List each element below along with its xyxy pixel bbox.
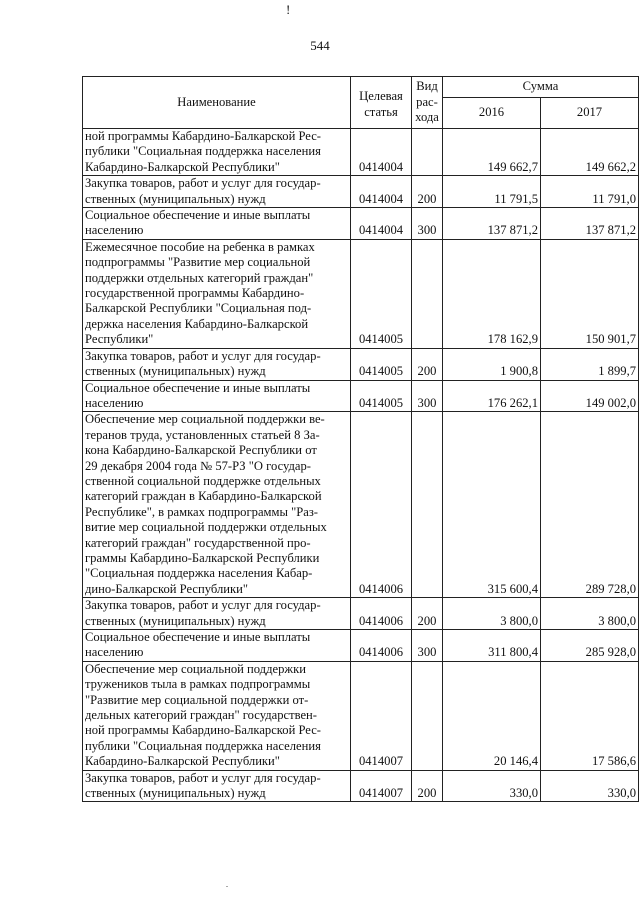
page-number: 544 (310, 38, 330, 53)
cell-2016: 11 791,5 (443, 176, 541, 208)
cell-code: 0414006 (351, 412, 412, 598)
cell-type: 300 (412, 208, 443, 240)
cell-code: 0414005 (351, 380, 412, 412)
table-header (83, 77, 639, 129)
cell-2017: 150 901,7 (541, 239, 639, 348)
header-type: Вид рас-хода (412, 77, 443, 129)
cell-name: Обеспечение мер социальной поддержки ве- теранов труда, установленных статьей 8 За- кона Кабардино-Балкарской Республики от 29 декабря 2004 года № 57-РЗ "О государ- ственной социальной поддержке отдельных категорий граждан в Кабардино-Балкарской Республике", в рамках подпрограммы "Раз- витие мер социальной поддержки отдельных категорий граждан" государственной про- граммы Кабардино-Балкарской Республики "Социальная поддержка населения Кабар- дино-Балкарской Республики" (83, 412, 351, 598)
table-row (83, 380, 639, 412)
cell-type: 200 (412, 348, 443, 380)
cell-type (412, 239, 443, 348)
table-row (83, 129, 639, 176)
cell-type (412, 412, 443, 598)
cell-2017: 11 791,0 (541, 176, 639, 208)
cell-code: 0414004 (351, 176, 412, 208)
cell-code: 0414006 (351, 630, 412, 662)
cell-type (412, 661, 443, 770)
cell-2017: 149 002,0 (541, 380, 639, 412)
table-row (83, 176, 639, 208)
cell-2016: 149 662,7 (443, 129, 541, 176)
table-row (83, 598, 639, 630)
table-row (83, 208, 639, 240)
header-sum: Сумма (443, 77, 639, 98)
cell-2016: 137 871,2 (443, 208, 541, 240)
cell-name: Социальное обеспечение и иные выплаты населению (83, 208, 351, 240)
cell-type: 200 (412, 598, 443, 630)
cell-code: 0414006 (351, 598, 412, 630)
table-row (83, 630, 639, 662)
cell-code: 0414004 (351, 208, 412, 240)
cell-type: 200 (412, 176, 443, 208)
cell-2017: 137 871,2 (541, 208, 639, 240)
header-name: Наименование (83, 77, 351, 129)
cell-code: 0414007 (351, 661, 412, 770)
cell-name: Социальное обеспечение и иные выплаты населению (83, 380, 351, 412)
table-row (83, 770, 639, 802)
cell-2016: 176 262,1 (443, 380, 541, 412)
cell-2016: 315 600,4 (443, 412, 541, 598)
bottom-dot: . (226, 880, 228, 889)
table-row (83, 348, 639, 380)
table-row (83, 661, 639, 770)
cell-code: 0414004 (351, 129, 412, 176)
cell-2017: 330,0 (541, 770, 639, 802)
cell-type: 200 (412, 770, 443, 802)
cell-name: Социальное обеспечение и иные выплаты населению (83, 630, 351, 662)
page-mark: ! (286, 2, 291, 17)
cell-2017: 17 586,6 (541, 661, 639, 770)
cell-type (412, 129, 443, 176)
header-year-2016: 2016 (443, 98, 541, 129)
cell-2016: 330,0 (443, 770, 541, 802)
cell-2016: 20 146,4 (443, 661, 541, 770)
cell-code: 0414007 (351, 770, 412, 802)
cell-name: ной программы Кабардино-Балкарской Рес- публики "Социальная поддержка населения Кабардино-Балкарской Республики" (83, 129, 351, 176)
cell-2016: 311 800,4 (443, 630, 541, 662)
cell-2017: 3 800,0 (541, 598, 639, 630)
cell-type: 300 (412, 380, 443, 412)
cell-2017: 1 899,7 (541, 348, 639, 380)
cell-name: Закупка товаров, работ и услуг для государ- ственных (муниципальных) нужд (83, 770, 351, 802)
table-body (83, 129, 639, 802)
budget-table (82, 76, 639, 802)
cell-2016: 1 900,8 (443, 348, 541, 380)
header-code: Целевая статья (351, 77, 412, 129)
cell-2017: 289 728,0 (541, 412, 639, 598)
cell-code: 0414005 (351, 348, 412, 380)
cell-name: Закупка товаров, работ и услуг для государ- ственных (муниципальных) нужд (83, 348, 351, 380)
cell-name: Закупка товаров, работ и услуг для государ- ственных (муниципальных) нужд (83, 598, 351, 630)
header-year-2017: 2017 (541, 98, 639, 129)
cell-code: 0414005 (351, 239, 412, 348)
cell-2017: 149 662,2 (541, 129, 639, 176)
table-row (83, 412, 639, 598)
cell-type: 300 (412, 630, 443, 662)
cell-2016: 3 800,0 (443, 598, 541, 630)
cell-name: Обеспечение мер социальной поддержки тружеников тыла в рамках подпрограммы "Развитие мер социальной поддержки от- дельных категорий граждан" государствен- ной программы Кабардино-Балкарской Рес- публики "Социальная поддержка населения Кабардино-Балкарской Республики" (83, 661, 351, 770)
cell-name: Закупка товаров, работ и услуг для государ- ственных (муниципальных) нужд (83, 176, 351, 208)
cell-2017: 285 928,0 (541, 630, 639, 662)
table-row (83, 239, 639, 348)
cell-2016: 178 162,9 (443, 239, 541, 348)
cell-name: Ежемесячное пособие на ребенка в рамках подпрограммы "Развитие мер социальной поддержки отдельных категорий граждан" государственной программы Кабардино- Балкарской Республики "Социальная под- держка населения Кабардино-Балкарской Республики" (83, 239, 351, 348)
